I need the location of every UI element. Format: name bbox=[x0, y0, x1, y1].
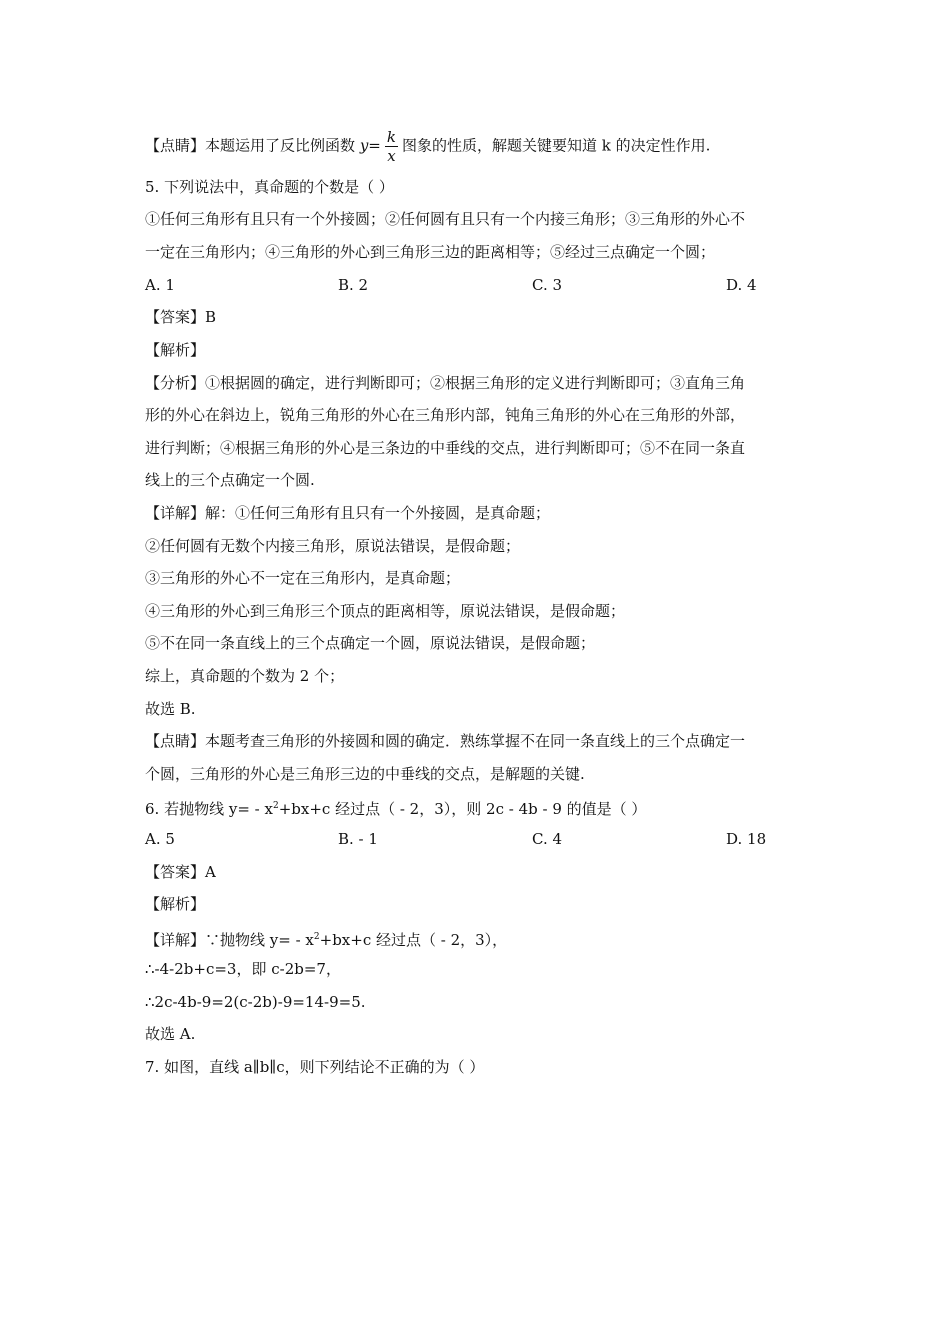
q6-stem-pre: 6. 若抛物线 y= - x bbox=[145, 800, 273, 818]
q6-stem-post: +bx+c 经过点（ - 2，3），则 2c - 4b - 9 的值是（ ） bbox=[278, 800, 647, 818]
q6-option-a: A. 5 bbox=[145, 830, 175, 848]
q5-detail-line: 综上，真命题的个数为 2 个； bbox=[145, 667, 345, 685]
q5-stem: 5. 下列说法中，真命题的个数是（ ） bbox=[145, 178, 394, 196]
q6-step-2: ∴2c-4b-9=2(c-2b)-9=14-9=5. bbox=[145, 993, 366, 1011]
fraction-denominator: x bbox=[387, 147, 396, 165]
q6-option-d: D. 18 bbox=[726, 830, 767, 848]
q5-detail-line: ⑤不在同一条直线上的三个点确定一个圆，原说法错误，是假命题； bbox=[145, 634, 596, 652]
q5-conclusion: 故选 B. bbox=[145, 700, 196, 718]
q5-option-d: D. 4 bbox=[726, 276, 757, 294]
fraction-numerator: k bbox=[386, 128, 396, 146]
q6-analysis-tag: 【解析】 bbox=[145, 895, 206, 913]
q5-option-c: C. 3 bbox=[532, 276, 563, 294]
q6-step-1: ∴-4-2b+c=3，即 c-2b=7， bbox=[145, 960, 341, 978]
fraction-k-over-x bbox=[385, 128, 398, 165]
q5-detail-line: ④三角形的外心到三角形三个顶点的距离相等，原说法错误，是假命题； bbox=[145, 602, 626, 620]
q5-fenxi-line: 形的外心在斜边上，锐角三角形的外心在三角形内部，钝角三角形的外心在三角形的外部， bbox=[145, 406, 746, 424]
note-tag: 【点睛】 bbox=[145, 136, 206, 155]
q6-detail-pre: 【详解】∵抛物线 y= - x bbox=[145, 931, 314, 949]
q5-detail-line: ②任何圆有无数个内接三角形，原说法错误，是假命题； bbox=[145, 537, 521, 555]
q5-answer: 【答案】B bbox=[145, 308, 217, 326]
q7-stem: 7. 如图，直线 a∥b∥c，则下列结论不正确的为（ ） bbox=[145, 1058, 485, 1076]
q5-statement-line: ①任何三角形有且只有一个外接圆；②任何圆有且只有一个内接三角形；③三角形的外心不 bbox=[145, 210, 746, 228]
q5-note-line: 个圆，三角形的外心是三角形三边的中垂线的交点，是解题的关键. bbox=[145, 765, 585, 783]
q6-stem bbox=[145, 796, 646, 819]
q6-option-c: C. 4 bbox=[532, 830, 563, 848]
q5-fenxi-line: 线上的三个点确定一个圆. bbox=[145, 471, 315, 489]
q6-detail-line bbox=[145, 927, 507, 950]
q5-detail-line: ③三角形的外心不一定在三角形内，是真命题； bbox=[145, 569, 461, 587]
q5-detail-line: 【详解】解：①任何三角形有且只有一个外接圆，是真命题； bbox=[145, 504, 551, 522]
q5-option-b: B. 2 bbox=[338, 276, 369, 294]
q5-option-a: A. 1 bbox=[145, 276, 175, 294]
note-q4 bbox=[145, 128, 710, 165]
q6-option-b: B. - 1 bbox=[338, 830, 378, 848]
q5-fenxi-line: 【分析】①根据圆的确定，进行判断即可；②根据三角形的定义进行判断即可；③直角三角 bbox=[145, 374, 746, 392]
q5-statement-line: 一定在三角形内；④三角形的外心到三角形三边的距离相等；⑤经过三点确定一个圆； bbox=[145, 243, 716, 261]
note-text-pre: 本题运用了反比例函数 bbox=[205, 136, 356, 155]
var-y: y bbox=[359, 136, 369, 155]
equals-sign: = bbox=[368, 136, 381, 155]
q5-fenxi-line: 进行判断；④根据三角形的外心是三条边的中垂线的交点，进行判断即可；⑤不在同一条直 bbox=[145, 439, 746, 457]
q6-stem-exponent: 2 bbox=[272, 801, 279, 811]
q5-analysis-tag: 【解析】 bbox=[145, 341, 206, 359]
q5-note-line: 【点睛】本题考查三角形的外接圆和圆的确定．熟练掌握不在同一条直线上的三个点确定一 bbox=[145, 732, 746, 750]
q6-answer: 【答案】A bbox=[145, 863, 216, 881]
q6-detail-post: +bx+c 经过点（ - 2，3）， bbox=[319, 931, 508, 949]
q6-detail-exponent: 2 bbox=[313, 932, 320, 942]
note-text-post: 图象的性质，解题关键要知道 k 的决定性作用. bbox=[401, 136, 711, 155]
q6-conclusion: 故选 A. bbox=[145, 1025, 196, 1043]
